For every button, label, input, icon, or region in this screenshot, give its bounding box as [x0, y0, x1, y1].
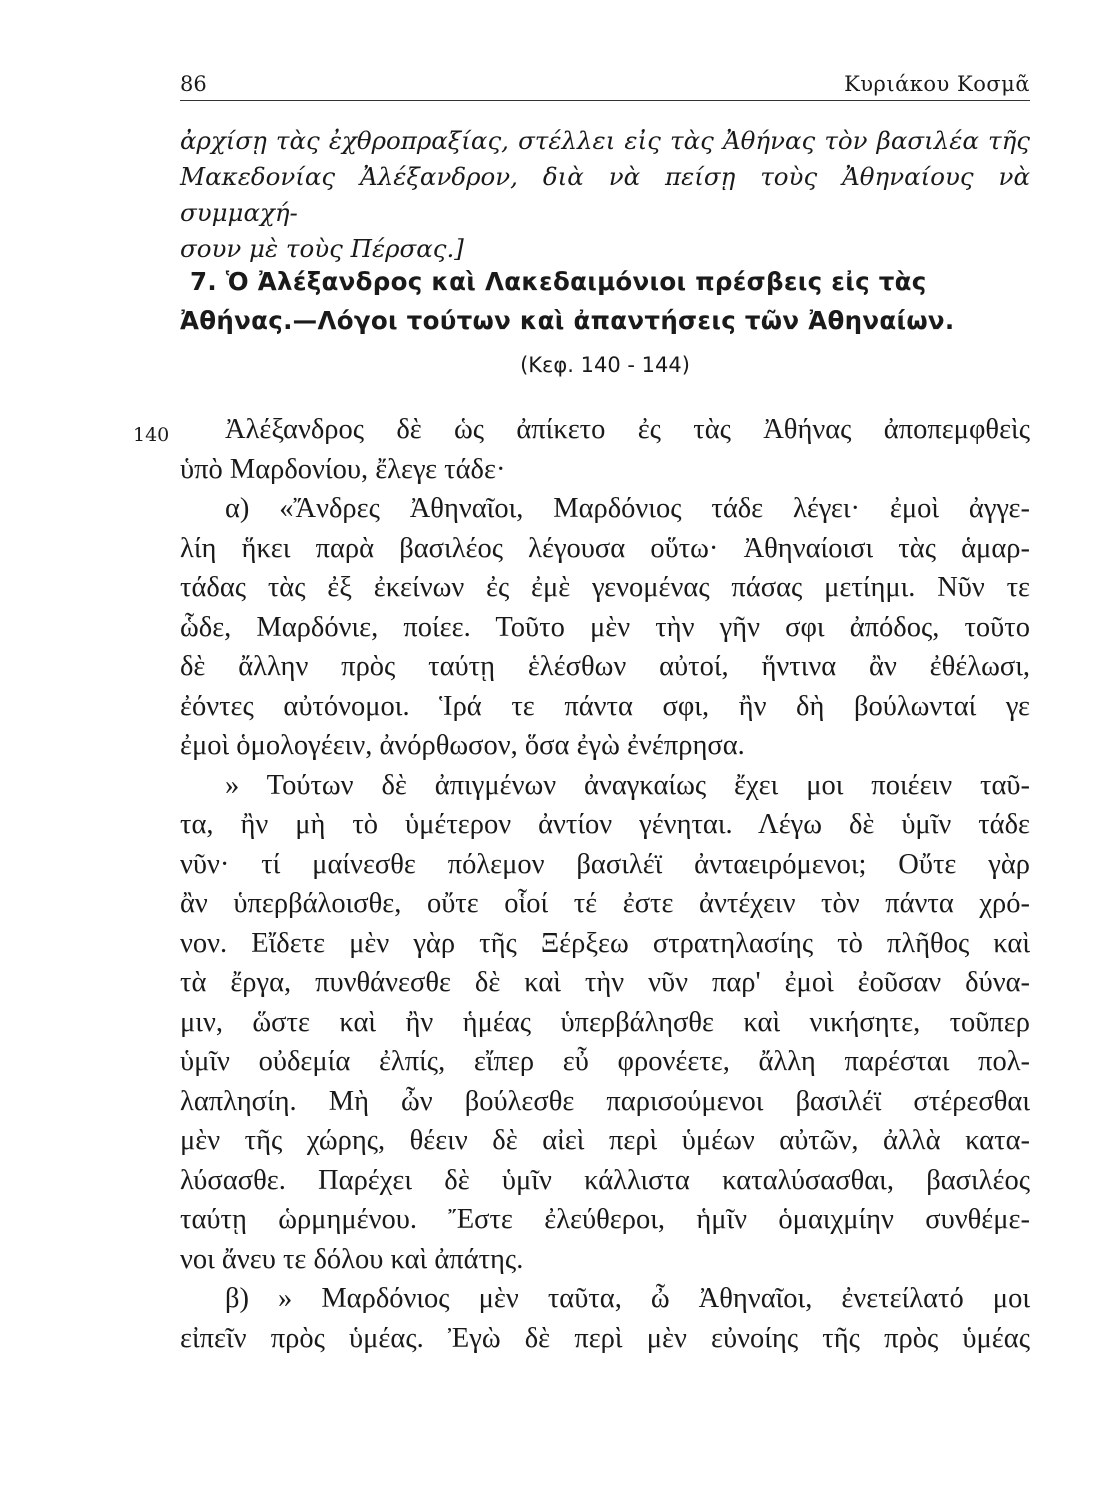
chapter-range: (Κεφ. 140 - 144): [520, 353, 690, 377]
body-line: ταύτῃ ὡρμημένου. Ἔστε ἐλεύθεροι, ἡμῖν ὁμαιχμίην συνθέμε-: [180, 1204, 1030, 1235]
body-line: δὲ ἄλλην πρὸς ταύτῃ ἑλέσθων αὐτοί, ἥντινα ἂν ἐθέλωσι,: [180, 651, 1030, 682]
body-line: ἐμοὶ ὁμολογέειν, ἀνόρθωσον, ὅσα ἐγὼ ἐνέπρησα.: [180, 730, 745, 761]
body-line: λίη ἥκει παρὰ βασιλέος λέγουσα οὕτω· Ἀθηναίοισι τὰς ἁμαρ-: [180, 532, 1030, 564]
body-line: » Τούτων δὲ ἀπιγμένων ἀναγκαίως ἔχει μοι ποιέειν ταῦ-: [225, 769, 1030, 801]
intro-line: σουν μὲ τοὺς Πέρσας.]: [180, 234, 464, 263]
section-heading: [180, 262, 1030, 340]
body-line: ὧδε, Μαρδόνιε, ποίεε. Τοῦτο μὲν τὴν γῆν σφι ἀπόδος, τοῦτο: [180, 611, 1030, 643]
body-line: α) «Ἄνδρες Ἀθηναῖοι, Μαρδόνιος τάδε λέγει· ἐμοὶ ἀγγε-: [225, 493, 1030, 524]
body-line: νῦν· τί μαίνεσθε πόλεμον βασιλέϊ ἀνταειρόμενοι; Οὔτε γὰρ: [180, 848, 1030, 880]
intro-paragraph: [180, 123, 1030, 267]
body-line: Ἀλέξανδρος δὲ ὡς ἀπίκετο ἐς τὰς Ἀθήνας ἀποπεμφθεὶς: [225, 414, 1030, 445]
intro-line: ἀρχίσῃ τὰς ἐχθροπραξίας, στέλλει εἰς τὰς Ἀθήνας τὸν βασιλέα τῆς: [180, 126, 1030, 155]
section-heading-line: Ἀθήνας.—Λόγοι τούτων καὶ ἀπαντήσεις τῶν Ἀθηναίων.: [180, 306, 955, 335]
body-line: λύσασθε. Παρέχει δὲ ὑμῖν κάλλιστα καταλύσασθαι, βασιλέος: [180, 1164, 1030, 1196]
body-line: τὰ ἔργα, πυνθάνεσθε δὲ καὶ τὴν νῦν παρ' ἐμοὶ ἐοῦσαν δύνα-: [180, 967, 1030, 998]
body-line: ἂν ὑπερβάλοισθε, οὔτε οἷοί τέ ἐστε ἀντέχειν τὸν πάντα χρό-: [180, 888, 1030, 919]
body-line: νον. Εἴδετε μὲν γὰρ τῆς Ξέρξεω στρατηλασίης τὸ πλῆθος καὶ: [180, 927, 1030, 959]
section-heading-line: 7. Ὁ Ἀλέξανδρος καὶ Λακεδαιμόνιοι πρέσβεις εἰς τὰς: [190, 267, 927, 296]
body-line: ἐόντες αὐτόνομοι. Ἱρά τε πάντα σφι, ἢν δὴ βούλωνταί γε: [180, 690, 1030, 722]
body-line: λαπλησίη. Μὴ ὦν βούλεσθε παρισούμενοι βασιλέϊ στέρεσθαι: [180, 1085, 1030, 1117]
body-text: [180, 410, 1030, 1358]
intro-line: Μακεδονίας Ἀλέξανδρον, διὰ νὰ πείσῃ τοὺς Ἀθηναίους νὰ συμμαχή-: [180, 162, 1030, 227]
body-line: τάδας τὰς ἐξ ἐκείνων ἐς ἐμὲ γενομένας πάσας μετίημι. Νῦν τε: [180, 572, 1030, 603]
body-line: νοι ἄνευ τε δόλου καὶ ἀπάτης.: [180, 1243, 524, 1275]
body-line: μὲν τῆς χώρης, θέειν δὲ αἰεὶ περὶ ὑμέων αὐτῶν, ἀλλὰ κατα-: [180, 1125, 1030, 1156]
body-line: τα, ἢν μὴ τὸ ὑμέτερον ἀντίον γένηται. Λέγω δὲ ὑμῖν τάδε: [180, 809, 1030, 840]
body-line: ὑμῖν οὐδεμία ἐλπίς, εἴπερ εὖ φρονέετε, ἄλλη παρέσται πολ-: [180, 1046, 1030, 1077]
running-title: Κυριάκου Κοσμᾶ: [844, 72, 1030, 96]
body-line: μιν, ὥστε καὶ ἢν ἡμέας ὑπερβάλησθε καὶ νικήσητε, τοῦπερ: [180, 1006, 1030, 1038]
body-line: β) » Μαρδόνιος μὲν ταῦτα, ὦ Ἀθηναῖοι, ἐνετείλατό μοι: [225, 1283, 1030, 1314]
margin-chapter-number: 140: [133, 424, 170, 446]
body-line: ὑπὸ Μαρδονίου, ἔλεγε τάδε·: [180, 453, 506, 485]
page-number: 86: [180, 72, 207, 96]
running-header: [180, 70, 1030, 101]
body-line: εἰπεῖν πρὸς ὑμέας. Ἐγὼ δὲ περὶ μὲν εὐνοίης τῆς πρὸς ὑμέας: [180, 1322, 1030, 1354]
